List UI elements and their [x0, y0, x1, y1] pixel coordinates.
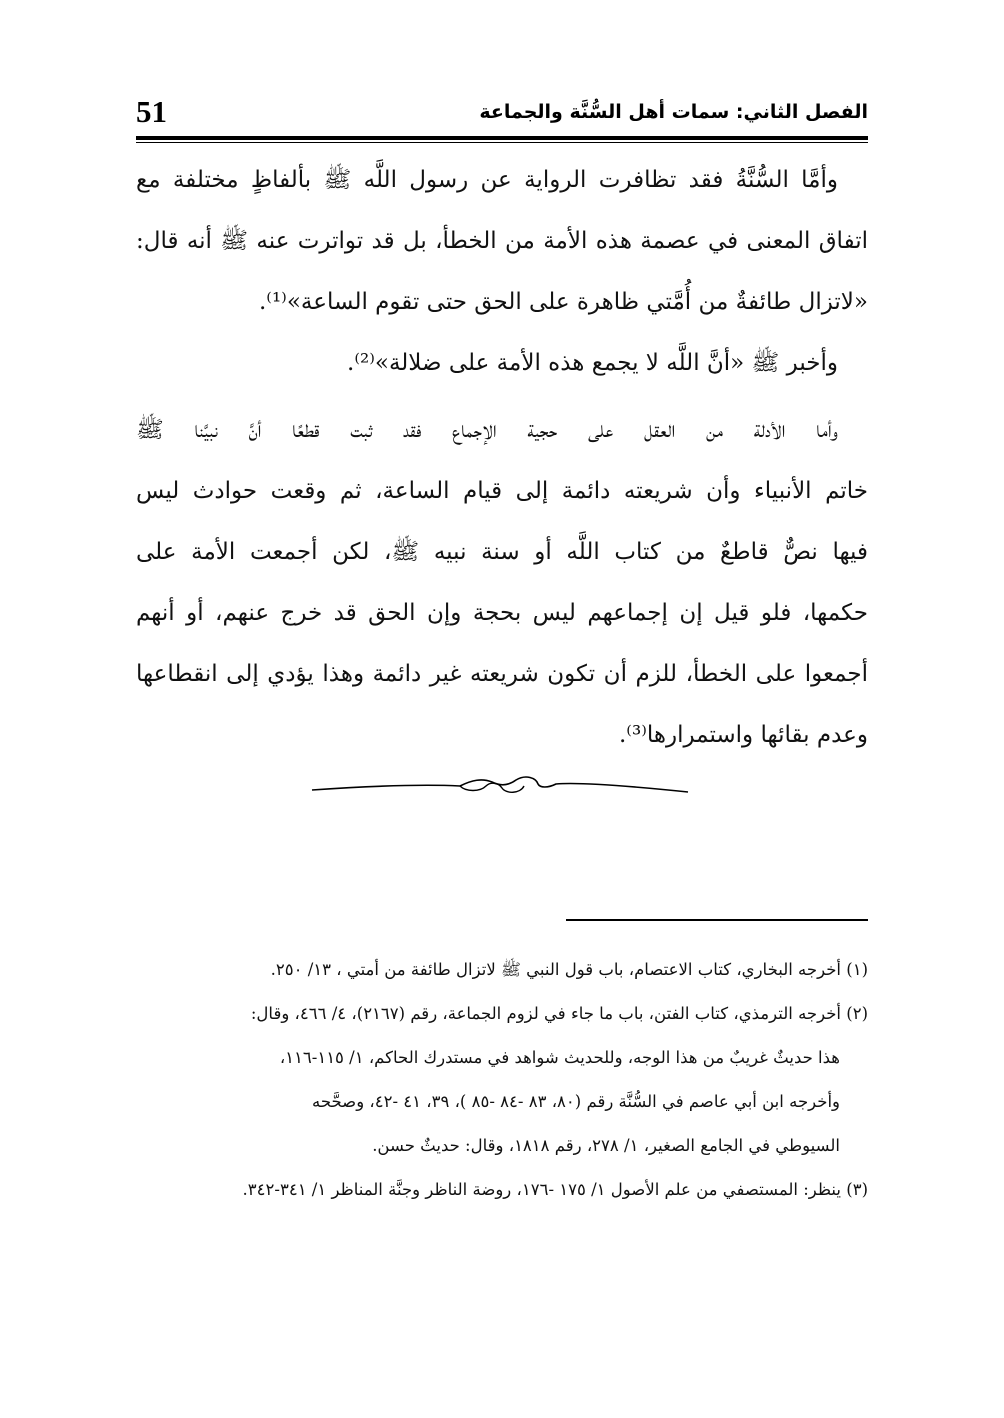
body-line: خاتم الأنبياء وأن شريعته دائمة إلى قيام الساعة، ثم وقعت حوادث ليس [136, 478, 868, 504]
header-rule-thick [136, 136, 868, 140]
body-line: وأخبر ﷺ «أنَّ اللَّه لا يجمع هذه الأمة على ضلالة»⁽²⁾. [347, 350, 838, 376]
section-ornament [310, 770, 690, 806]
body-line: حكمها، فلو قيل إن إجماعهم ليس بحجة وإن الحق قد خرج عنهم، أو أنهم [136, 600, 868, 626]
body-text [136, 150, 868, 766]
body-line: وعدم بقائها واستمرارها⁽³⁾. [618, 722, 868, 748]
footnote-line: هذا حديثٌ غريبٌ من هذا الوجه، وللحديث شواهد في مستدرك الحاكم، ١/ ١١٥-١١٦، [279, 1048, 840, 1067]
page-header [136, 92, 868, 134]
body-line: «لاتزال طائفةٌ من أُمَّتي ظاهرة على الحق حتى تقوم الساعة»⁽¹⁾. [258, 289, 868, 315]
footnote-line: السيوطي في الجامع الصغير، ١/ ٢٧٨، رقم ١٨١٨، وقال: حديثٌ حسن. [372, 1136, 840, 1155]
footnote-line: وأخرجه ابن أبي عاصم في السُّنَّة رقم (٨٠، ٨٣ -٨٤ -٨٥ )، ٣٩، ٤١ -٤٢، وصحَّحه [312, 1092, 840, 1111]
footnote-line: (١) أخرجه البخاري، كتاب الاعتصام، باب قول النبي ﷺ لاتزال طائفة من أمتي ، ١٣/ ٢٥٠. [270, 960, 868, 979]
body-line: اتفاق المعنى في عصمة هذه الأمة من الخطأ، بل قد تواترت عنه ﷺ أنه قال: [136, 228, 868, 254]
footnote-line: (٢) أخرجه الترمذي، كتاب الفتن، باب ما جاء في لزوم الجماعة، رقم (٢١٦٧)، ٤/ ٤٦٦، وقال: [250, 1004, 868, 1023]
body-line: أجمعوا على الخطأ، للزم أن تكون شريعته غير دائمة وهذا يؤدي إلى انقطاعها [136, 661, 868, 687]
footnote-separator [566, 919, 868, 921]
body-line: وأمَّا السُّنَّةُ فقد تظافرت الرواية عن رسول اللَّه ﷺ بألفاظٍ مختلفة مع [136, 167, 838, 193]
header-rule-thin [136, 142, 868, 143]
running-title: الفصل الثاني: سمات أهل السُّنَّة والجماعة [479, 101, 868, 123]
footnote-line: (٣) ينظر: المستصفي من علم الأصول ١/ ١٧٥ -١٧٦، روضة الناظر وجنَّة المناظر ١/ ٣٤١-٣٤٢. [242, 1180, 868, 1199]
body-line: وأما الأدلة من العقل على حجية الإجماع فقد ثبت قطعًا أنَّ نبيَّنا ﷺ [136, 417, 838, 443]
page-number: 51 [136, 94, 167, 129]
footnotes [136, 948, 868, 1212]
body-line: فيها نصٌّ قاطعٌ من كتاب اللَّه أو سنة نبيه ﷺ، لكن أجمعت الأمة على [136, 539, 868, 565]
